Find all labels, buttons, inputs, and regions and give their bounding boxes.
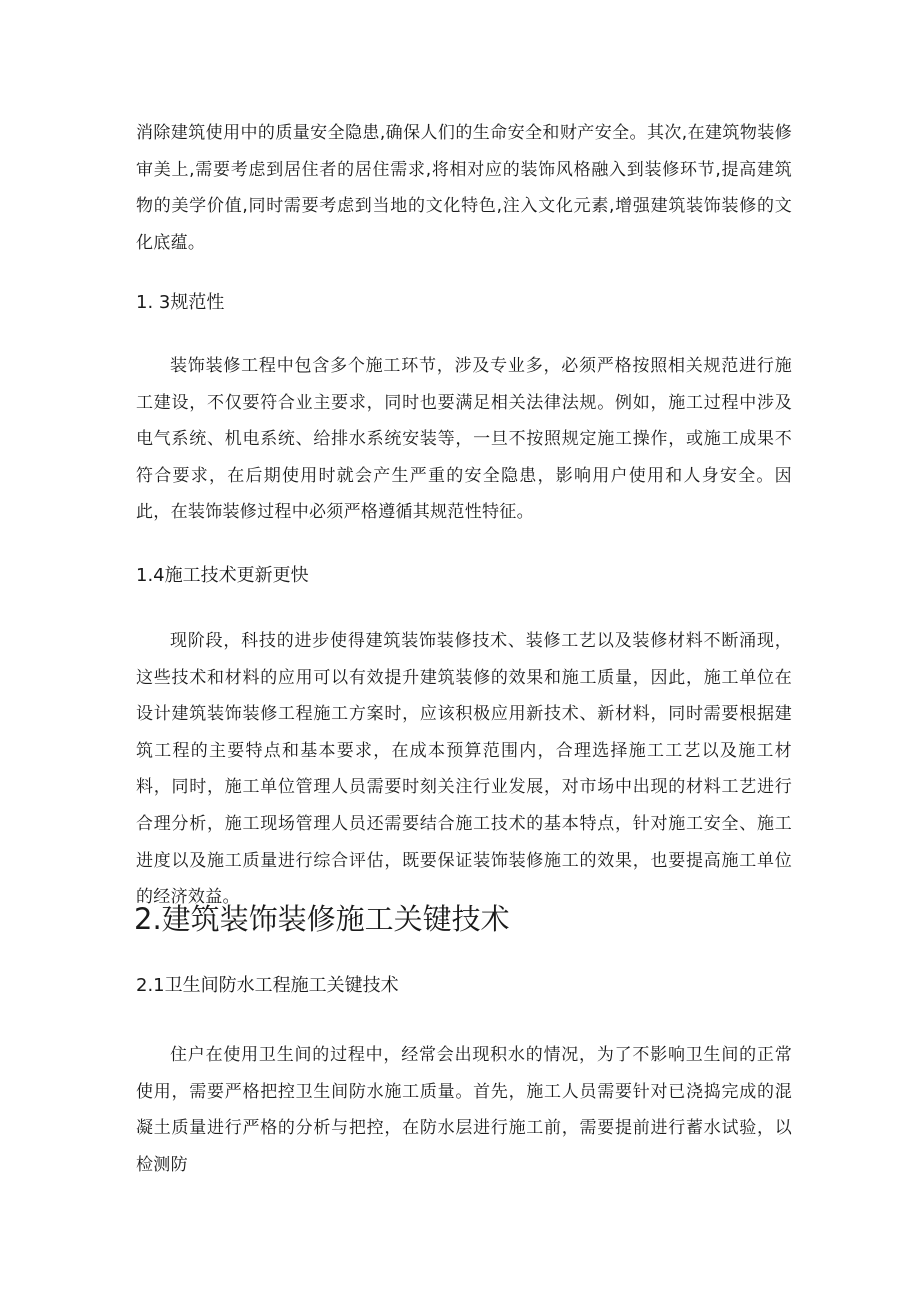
paragraph-quality-aesthetics: 消除建筑使用中的质量安全隐患,确保人们的生命安全和财产安全。其次,在建筑物装修审美上,需要考虑到居住者的居住需求,将相对应的装饰风格融入到装修环节,提高建筑物的美学价值,同时需要考虑到当地的文化特色,注入文化元素,增强建筑装饰装修的文化底蕴。 — [136, 123, 792, 253]
chapter-heading-2: 2.建筑装饰装修施工关键技术 — [134, 902, 510, 936]
section-heading-1-4: 1.4施工技术更新更快 — [136, 565, 309, 586]
section-heading-1-3: 1. 3规范性 — [136, 292, 225, 313]
section-heading-2-1: 2.1卫生间防水工程施工关键技术 — [136, 975, 399, 996]
paragraph-waterproofing: 住户在使用卫生间的过程中，经常会出现积水的情况，为了不影响卫生间的正常使用，需要严格把控卫生间防水施工质量。首先，施工人员需要针对已浇捣完成的混凝土质量进行严格的分析与把控，在防水层进行施工前，需要提前进行蓄水试验，以检测防 — [136, 1045, 792, 1175]
paragraph-tech-updates: 现阶段，科技的进步使得建筑装饰装修技术、装修工艺以及装修材料不断涌现，这些技术和材料的应用可以有效提升建筑装修的效果和施工质量，因此，施工单位在设计建筑装饰装修工程施工方案时，应该积极应用新技术、新材料，同时需要根据建筑工程的主要特点和基本要求，在成本预算范围内，合理选择施工工艺以及施工材料，同时，施工单位管理人员需要时刻关注行业发展，对市场中出现的材料工艺进行合理分析，施工现场管理人员还需要结合施工技术的基本特点，针对施工安全、施工进度以及施工质量进行综合评估，既要保证装饰装修施工的效果，也要提高施工单位的经济效益。 — [136, 631, 792, 908]
paragraph-standardization: 装饰装修工程中包含多个施工环节，涉及专业多，必须严格按照相关规范进行施工建设，不仅要符合业主要求，同时也要满足相关法律法规。例如，施工过程中涉及电气系统、机电系统、给排水系统安装等，一旦不按照规定施工操作，或施工成果不符合要求，在后期使用时就会产生严重的安全隐患，影响用户使用和人身安全。因此，在装饰装修过程中必须严格遵循其规范性特征。 — [136, 356, 792, 523]
